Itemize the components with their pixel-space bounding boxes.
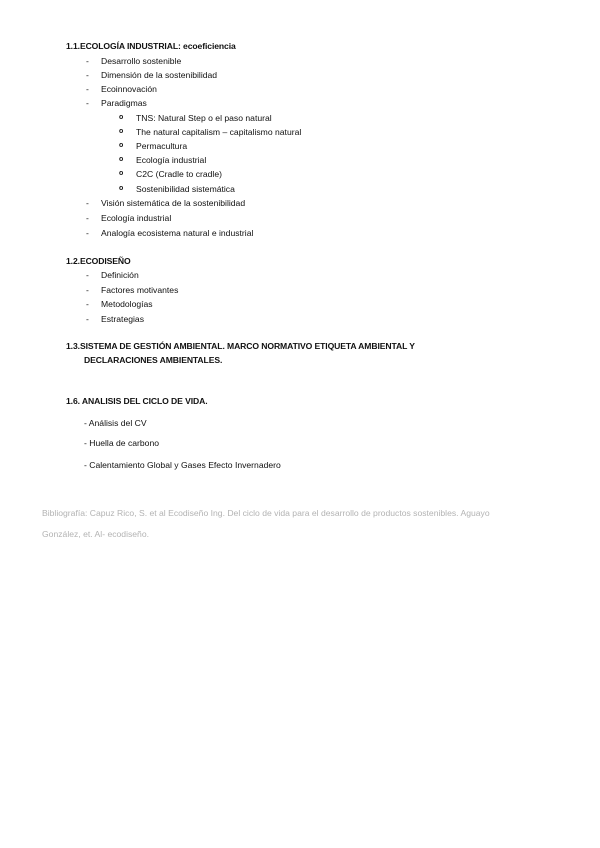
section-heading-1-2 — [66, 256, 131, 266]
list-bullet: - — [86, 314, 89, 324]
list-item: - Calentamiento Global y Gases Efecto Invernadero — [84, 460, 281, 470]
list-item: Analogía ecosistema natural e industrial — [101, 228, 254, 238]
section-title: ECOLOGÍA INDUSTRIAL: ecoeficiencia — [79, 41, 236, 51]
bibliography-line: Bibliografía: Capuz Rico, S. et al Ecodiseño Ing. Del ciclo de vida para el desarrollo de productos sostenibles. Aguayo — [42, 508, 490, 518]
list-bullet: - — [86, 98, 89, 108]
bibliography-line: González, et. Al- ecodiseño. — [42, 529, 150, 539]
list-bullet: - — [86, 228, 89, 238]
list-item: Factores motivantes — [101, 285, 179, 295]
list-bullet: - — [86, 270, 89, 280]
section-heading-1-3 — [66, 341, 546, 351]
bibliography — [42, 503, 552, 545]
sublist-bullet: o — [119, 185, 124, 192]
sublist-item: Permacultura — [136, 141, 188, 151]
section-heading-1-6 — [66, 396, 208, 406]
section-title: ANALISIS DEL CICLO DE VIDA. — [81, 396, 208, 406]
sublist-item: C2C (Cradle to cradle) — [136, 169, 222, 179]
sublist-bullet: o — [119, 170, 124, 177]
list-bullet: - — [86, 213, 89, 223]
list-bullet: - — [86, 299, 89, 309]
section-number: 1.3. — [66, 341, 80, 351]
section-heading-1-1 — [66, 41, 236, 51]
list-item: - Huella de carbono — [84, 438, 160, 448]
section-number: 1.2. — [66, 256, 80, 266]
list-bullet: - — [86, 285, 89, 295]
section-number: 1.6. — [66, 396, 80, 406]
section-title-line-2: DECLARACIONES AMBIENTALES. — [84, 355, 223, 365]
list-item: Ecología industrial — [101, 213, 172, 223]
list-item: Definición — [101, 270, 139, 280]
sublist-bullet: o — [119, 114, 124, 121]
section-number: 1.1. — [66, 41, 80, 51]
sublist-item: Sostenibilidad sistemática — [136, 184, 235, 194]
list-bullet: - — [86, 198, 89, 208]
list-item: Desarrollo sostenible — [101, 56, 182, 66]
sublist-bullet: o — [119, 128, 124, 135]
sublist-bullet: o — [119, 142, 124, 149]
sublist-bullet: o — [119, 156, 124, 163]
section-title-line-1: SISTEMA DE GESTIÓN AMBIENTAL. MARCO NORMATIVO ETIQUETA AMBIENTAL Y — [79, 341, 415, 351]
list-item: Dimensión de la sostenibilidad — [101, 70, 218, 80]
list-item: Ecoinnovación — [101, 84, 157, 94]
list-bullet: - — [86, 84, 89, 94]
list-item: Estrategias — [101, 314, 144, 324]
list-bullet: - — [86, 70, 89, 80]
list-item: - Análisis del CV — [84, 418, 147, 428]
section-title: ECODISEÑO — [79, 256, 131, 266]
sublist-item: Ecología industrial — [136, 155, 207, 165]
list-item: Metodologías — [101, 299, 153, 309]
list-item: Visión sistemática de la sostenibilidad — [101, 198, 246, 208]
list-item: Paradigmas — [101, 98, 147, 108]
sublist-item: The natural capitalism – capitalismo natural — [136, 127, 302, 137]
list-bullet: - — [86, 56, 89, 66]
sublist-item: TNS: Natural Step o el paso natural — [136, 113, 272, 123]
